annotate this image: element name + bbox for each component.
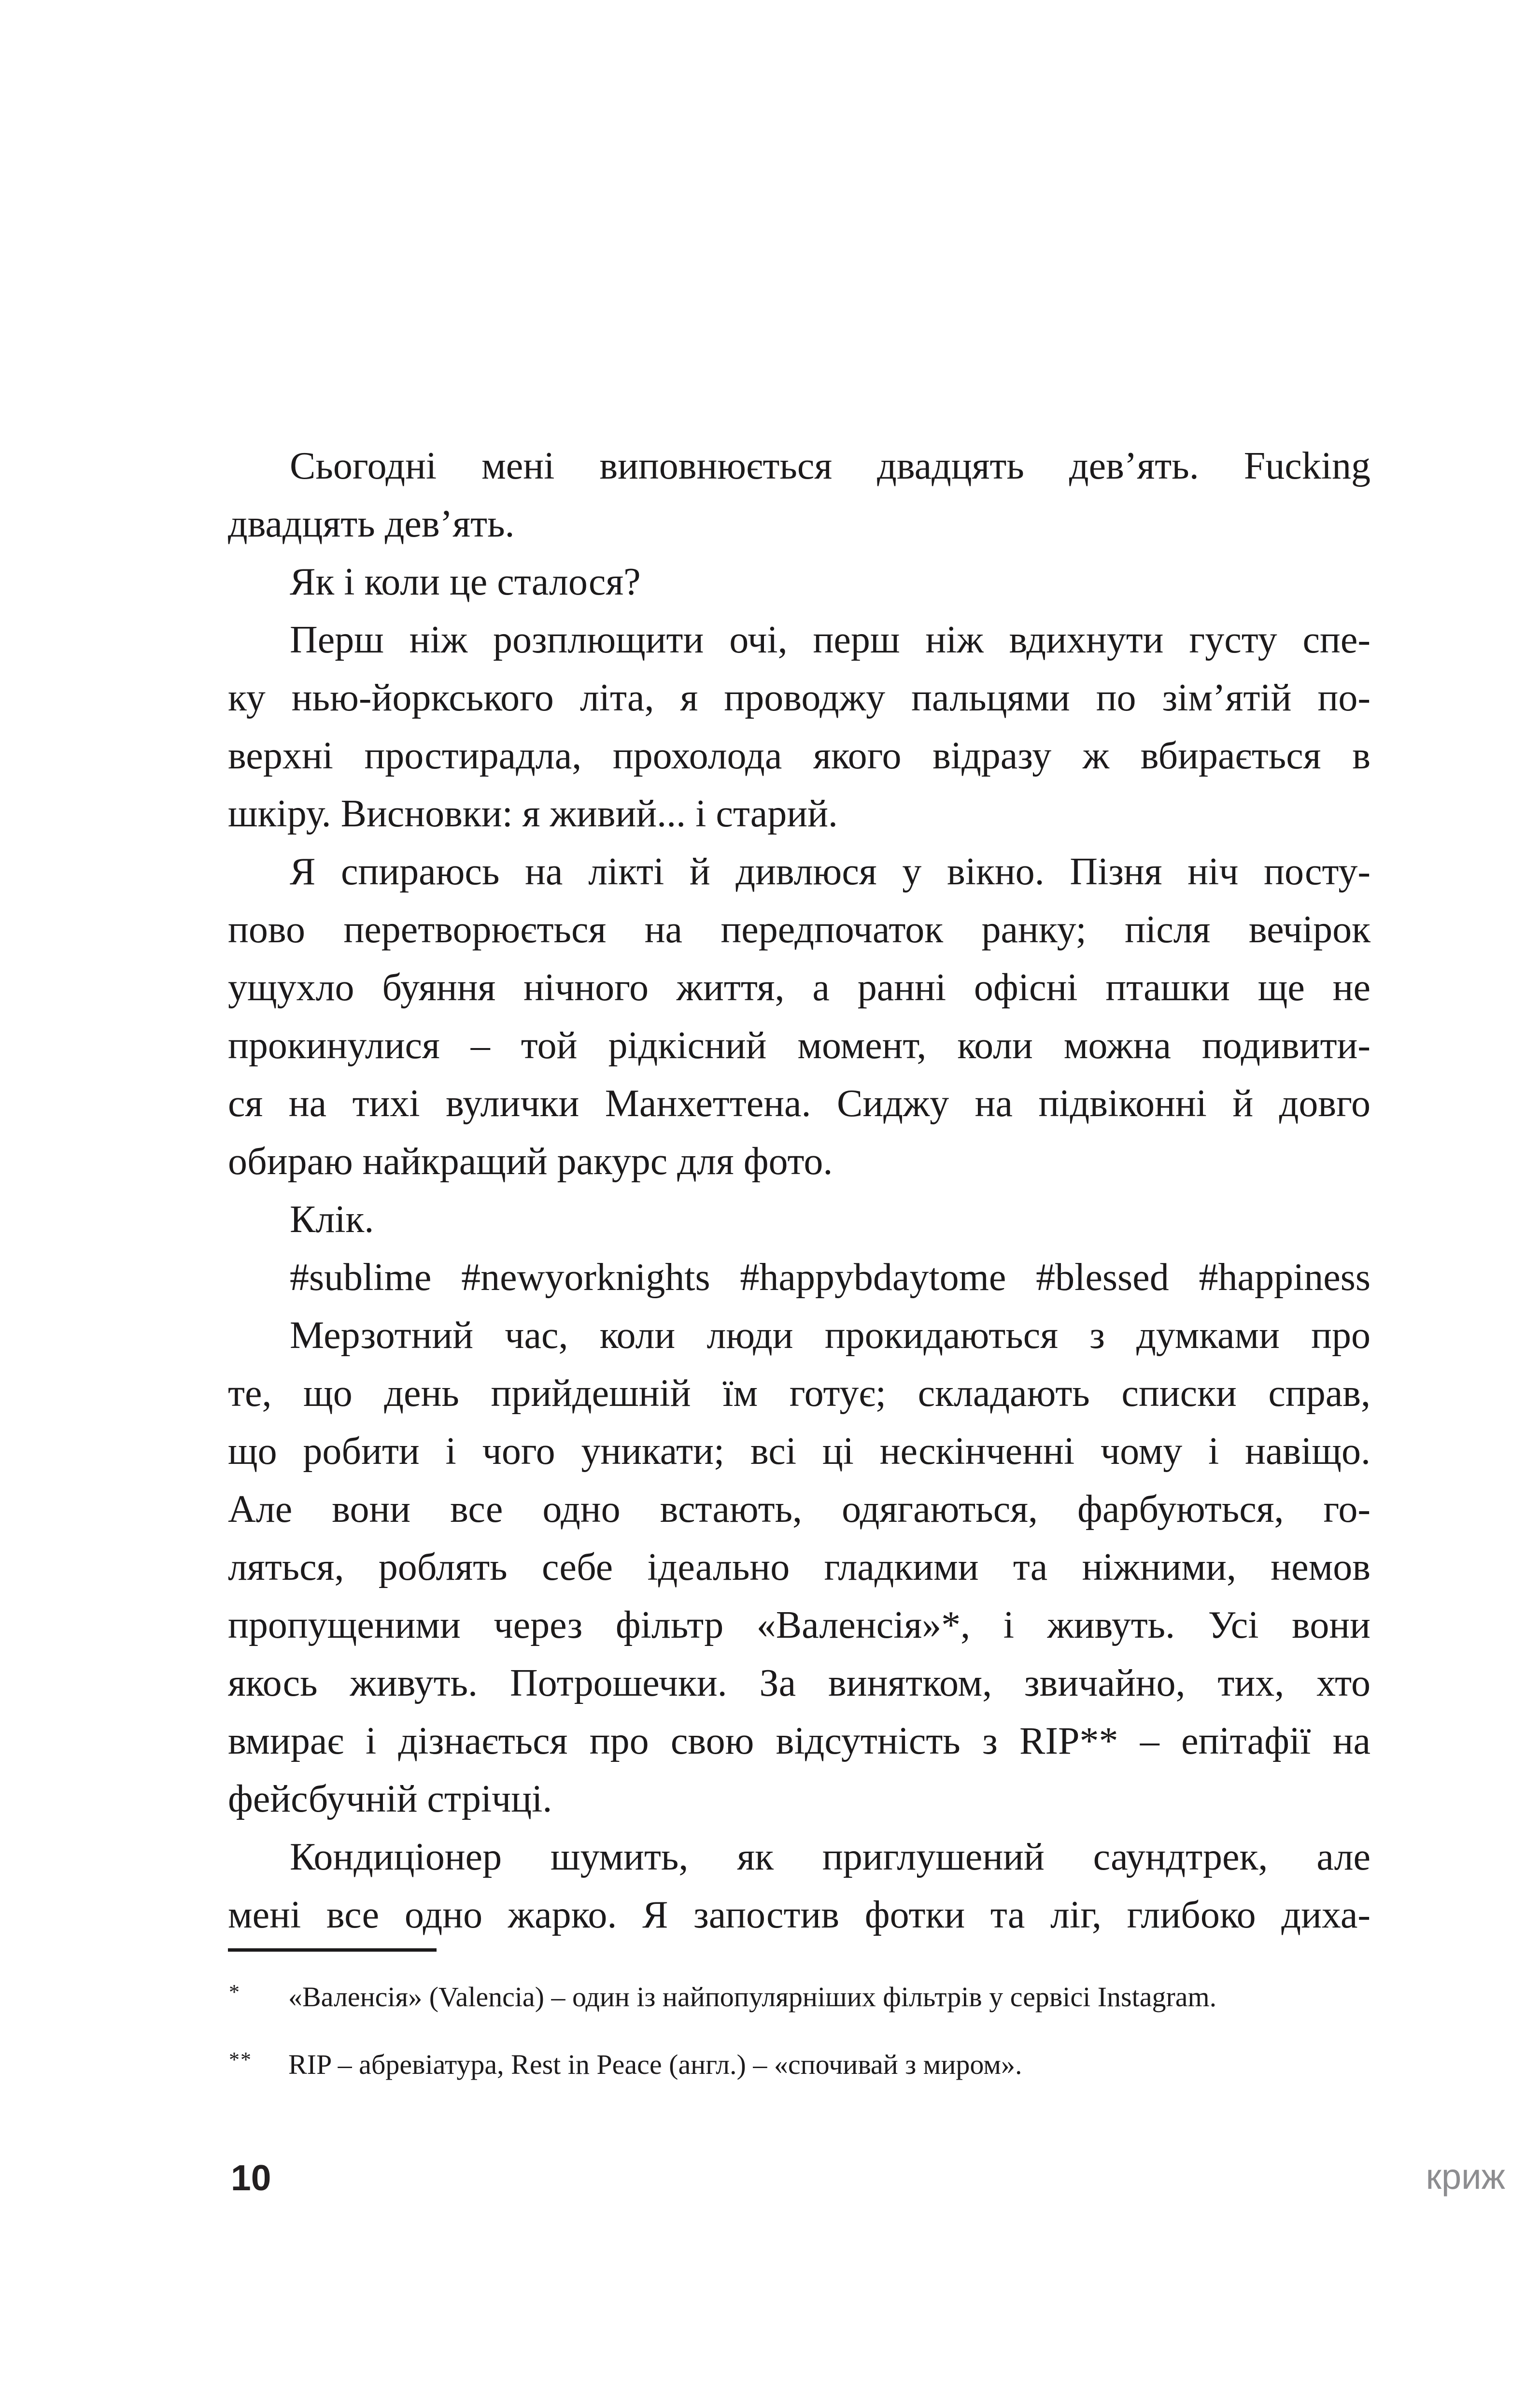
body-line: Мерзотний час, коли люди прокидаються з думками про [290, 1314, 1370, 1357]
body-line: мені все одно жарко. Я запостив фотки та ліг, глибоко диха- [228, 1894, 1370, 1936]
body-line: верхні простирадла, прохолода якого відразу ж вбирається в [228, 735, 1370, 777]
footnote-text: RIP – абревіатура, Rest in Peace (англ.) – «спочивай з миром». [288, 2049, 1022, 2080]
body-line: якось живуть. Потрошечки. За винятком, звичайно, тих, хто [228, 1662, 1370, 1704]
body-line: двадцять дев’ять. [228, 503, 515, 545]
body-line: що робити і чого уникати; всі ці нескінченні чому і навіщо. [228, 1430, 1370, 1473]
body-line: фейсбучній стрічці. [228, 1778, 552, 1820]
body-line: прокинулися – той рідкісний момент, коли можна подивити- [228, 1024, 1370, 1067]
body-line: Але вони все одно встають, одягаються, фарбуються, го- [228, 1488, 1370, 1531]
body-line: Я спираюсь на лікті й дивлюся у вікно. Пізня ніч посту- [290, 851, 1370, 893]
body-text [228, 437, 1370, 1944]
footnotes [228, 1980, 1370, 2082]
body-line: обираю найкращий ракурс для фото. [228, 1140, 833, 1183]
body-line: #sublime #newyorknights #happybdaytome #blessed #happiness [290, 1256, 1370, 1299]
running-title: криж [1426, 2156, 1505, 2197]
body-line: Як і коли це сталося? [290, 561, 641, 603]
footnote [228, 2048, 1370, 2082]
body-line: те, що день прийдешній їм готує; складають списки справ, [228, 1372, 1370, 1415]
body-line: Сьогодні мені виповнюється двадцять дев’ять. Fucking [290, 445, 1370, 487]
footnote-separator [228, 1948, 437, 1952]
footnote [228, 1980, 1370, 2014]
body-line: пово перетворюється на передпочаток ранку; після вечірок [228, 908, 1370, 951]
footnote-text: «Валенсія» (Valencia) – один із найпопулярніших фільтрів у сервісі Instagram. [288, 1981, 1217, 2013]
body-line: вмирає і дізнається про свою відсутність з RIP** – епітафії на [228, 1720, 1370, 1762]
body-line: Перш ніж розплющити очі, перш ніж вдихнути густу спе- [290, 619, 1370, 661]
body-line: ляться, роблять себе ідеально гладкими та ніжними, немов [228, 1546, 1370, 1588]
page-number: 10 [231, 2157, 271, 2198]
footnote-marker: * [229, 1980, 240, 2004]
footnote-marker: ** [229, 2048, 252, 2071]
body-line: Клік. [290, 1198, 374, 1241]
body-line: ся на тихі вулички Манхеттена. Сиджу на підвіконні й довго [228, 1082, 1370, 1125]
body-line: пропущеними через фільтр «Валенсія»*, і живуть. Усі вони [228, 1604, 1370, 1646]
body-line: ку нью-йоркського літа, я проводжу пальцями по зім’ятій по- [228, 677, 1370, 719]
body-line: шкіру. Висновки: я живий... і старий. [228, 793, 838, 835]
body-line: Кондиціонер шумить, як приглушений саундтрек, але [290, 1836, 1370, 1878]
body-line: ущухло буяння нічного життя, а ранні офісні пташки ще не [228, 966, 1370, 1009]
